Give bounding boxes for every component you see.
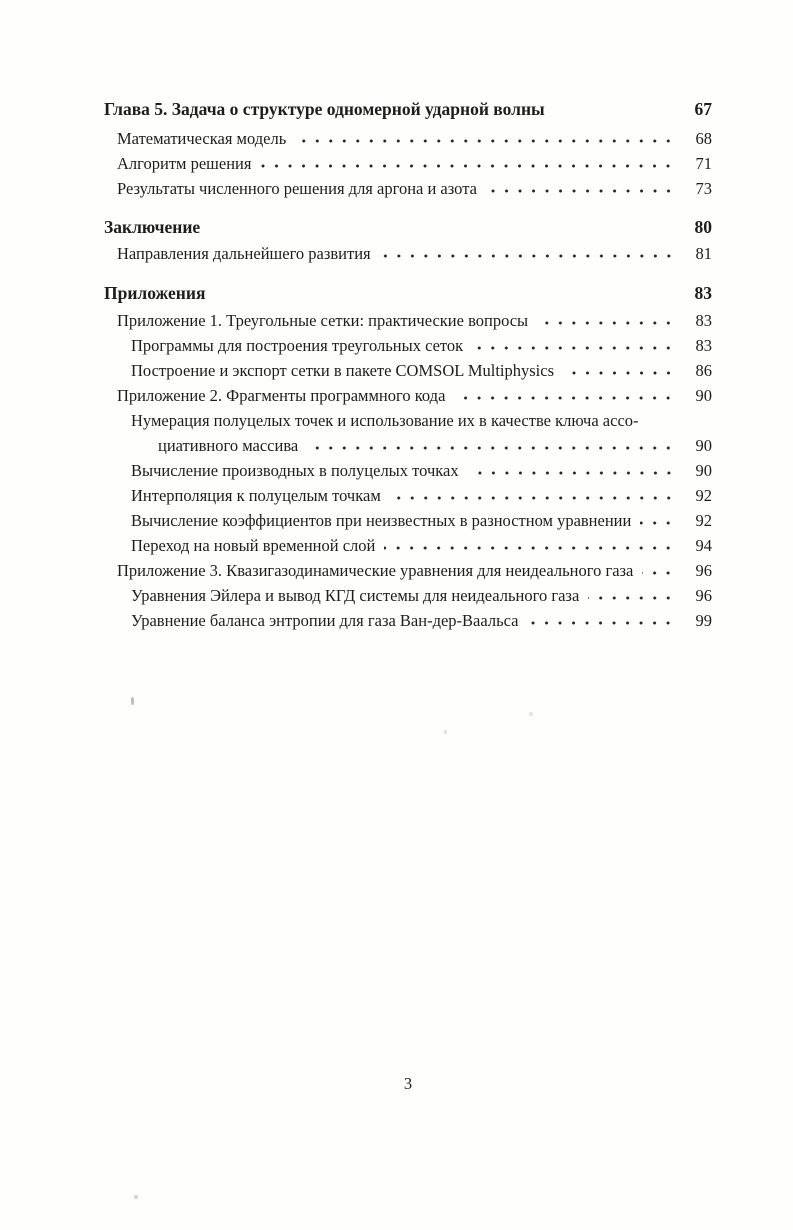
dot-leader: [468, 471, 680, 475]
toc-entry-page: 90: [695, 436, 712, 455]
toc-entry: [104, 433, 712, 458]
toc-entry: [104, 408, 712, 433]
dot-leader: [295, 139, 680, 143]
toc-entry-page: 71: [695, 154, 712, 173]
toc-entry: [104, 558, 712, 583]
toc-entry: [104, 533, 712, 558]
dot-leader: [380, 254, 680, 258]
toc-entry-label: Уравнения Эйлера и вывод КГД системы для неидеального газа: [131, 586, 580, 605]
toc-entry-page: 90: [695, 386, 712, 405]
toc-entry-label: Вычисление коэффициентов при неизвестных в разностном уравнении: [131, 511, 632, 530]
dot-leader: [642, 571, 680, 575]
dot-leader: [588, 596, 680, 600]
toc-entry-page: 92: [695, 511, 712, 530]
toc-entry: [104, 151, 712, 176]
toc-entry-label: Программы для построения треугольных сеток: [131, 336, 464, 355]
toc-entry: [104, 358, 712, 383]
toc-heading: [104, 281, 712, 306]
toc-entry-label: Вычисление производных в полуцелых точках: [131, 461, 459, 480]
toc-entry: [104, 583, 712, 608]
toc-entry-page: 73: [695, 179, 712, 198]
dot-leader: [307, 446, 680, 450]
toc-entry: [104, 241, 712, 266]
scan-speck: [529, 712, 533, 716]
toc-entry-page: 83: [695, 336, 712, 355]
toc-entry-page: 96: [695, 561, 712, 580]
toc-entry-page: 83: [695, 311, 712, 330]
scan-speck: [134, 1195, 138, 1199]
toc-entry-label: Приложение 1. Треугольные сетки: практические вопросы: [117, 311, 529, 330]
toc-entry-label: Интерполяция к полуцелым точкам: [131, 486, 381, 505]
toc-entry: [104, 176, 712, 201]
toc-entry-label: Нумерация полуцелых точек и использование их в качестве ключа ассо-: [131, 411, 639, 430]
dot-leader: [563, 371, 680, 375]
dot-leader: [454, 396, 680, 400]
toc-entry-page: 80: [694, 217, 712, 237]
toc-entry-label: Приложение 3. Квазигазодинамические уравнения для неидеального газа: [117, 561, 634, 580]
toc-entry-label: Направления дальнейшего развития: [117, 244, 371, 263]
toc-heading-label: Глава 5. Задача о структуре одномерной ударной волны: [104, 99, 545, 119]
toc-entry: [104, 508, 712, 533]
scan-speck: [444, 730, 447, 734]
toc-entry: [104, 608, 712, 633]
dot-leader: [486, 189, 680, 193]
toc-entry-page: 81: [695, 244, 712, 263]
dot-leader: [472, 346, 680, 350]
toc-entry: [104, 483, 712, 508]
dot-leader: [260, 164, 680, 168]
toc-entry-label: Переход на новый временной слой: [131, 536, 376, 555]
dot-leader: [640, 521, 680, 525]
toc-heading: [104, 97, 712, 122]
dot-leader: [537, 321, 680, 325]
toc-entry-label: Алгоритм решения: [117, 154, 252, 173]
toc-heading: [104, 215, 712, 240]
dot-leader: [384, 546, 680, 550]
toc-heading-label: Приложения: [104, 283, 206, 303]
footer-page-number: 3: [403, 1074, 413, 1093]
toc-entry-label: Результаты численного решения для аргона и азота: [117, 179, 477, 198]
toc-entry-label: Уравнение баланса энтропии для газа Ван-дер-Ваальса: [131, 611, 519, 630]
toc-entry-label: Приложение 2. Фрагменты программного кода: [117, 386, 446, 405]
table-of-contents: [104, 97, 712, 633]
toc-entry-page: 99: [695, 611, 712, 630]
scan-speck: [131, 697, 134, 705]
toc-entry: [104, 126, 712, 151]
toc-entry-page: 68: [695, 129, 712, 148]
toc-entry: [104, 383, 712, 408]
toc-entry-page: 86: [695, 361, 712, 380]
toc-entry-label: циативного массива: [158, 436, 299, 455]
toc-entry-label: Построение и экспорт сетки в пакете COMSOL Multiphysics: [131, 361, 554, 380]
toc-entry-page: 67: [694, 99, 712, 119]
dot-leader: [390, 496, 680, 500]
toc-entry-page: 94: [695, 536, 712, 555]
toc-entry: [104, 308, 712, 333]
dot-leader: [527, 621, 680, 625]
toc-entry: [104, 458, 712, 483]
toc-entry-page: 92: [695, 486, 712, 505]
toc-entry-label: Математическая модель: [117, 129, 287, 148]
toc-entry: [104, 333, 712, 358]
toc-entry-page: 83: [694, 283, 712, 303]
toc-entry-page: 90: [695, 461, 712, 480]
toc-heading-label: Заключение: [104, 217, 201, 237]
toc-entry-page: 96: [695, 586, 712, 605]
